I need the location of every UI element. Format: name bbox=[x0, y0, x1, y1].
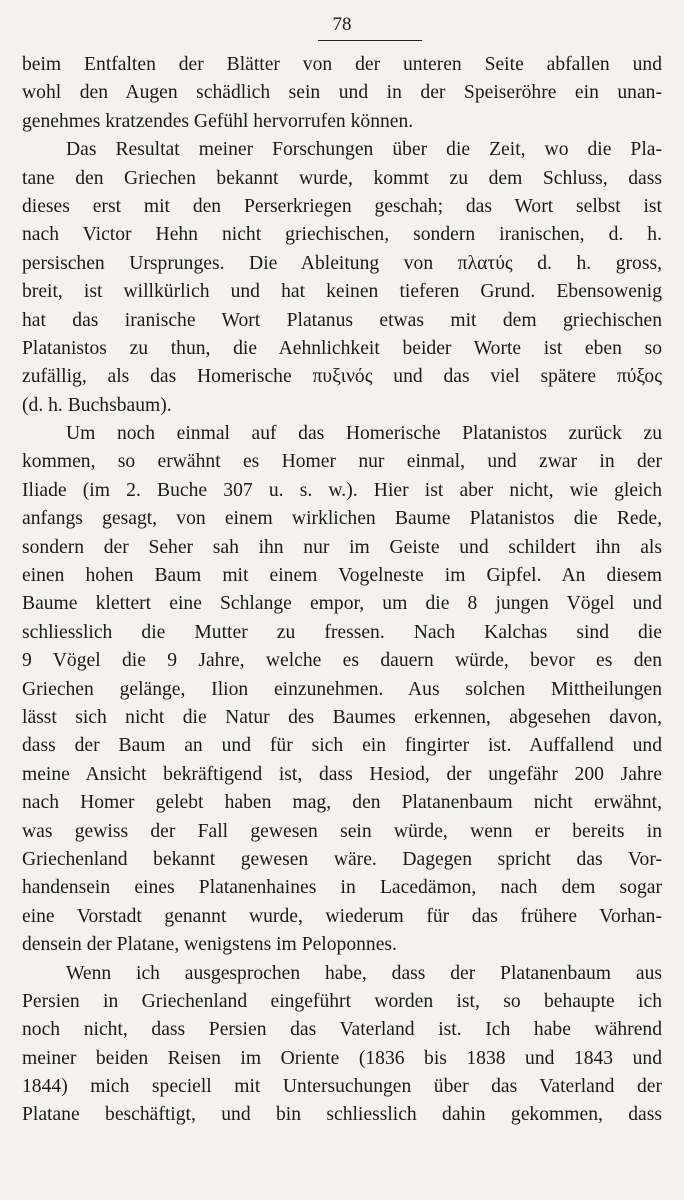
text-line: Das Resultat meiner Forschungen über die Zeit, wo die Pla- bbox=[66, 139, 662, 161]
text-line: Wenn ich ausgesprochen habe, dass der Platanenbaum aus bbox=[66, 962, 662, 984]
text-line: persischen Ursprunges. Die Ableitung von πλατύς d. h. gross, bbox=[22, 252, 662, 274]
text-line: (d. h. Buchsbaum). bbox=[22, 394, 172, 416]
text-line: wohl den Augen schädlich sein und in der Speiseröhre ein unan- bbox=[22, 82, 662, 104]
text-line: genehmes kratzendes Gefühl hervorrufen können. bbox=[22, 110, 414, 132]
text-line: sondern der Seher sah ihn nur im Geiste und schildert ihn als bbox=[22, 536, 662, 558]
text-line: schliesslich die Mutter zu fressen. Nach Kalchas sind die bbox=[22, 621, 662, 643]
text-line: Griechenland bekannt gewesen wäre. Dagegen spricht das Vor- bbox=[22, 848, 662, 870]
text-line: kommen, so erwähnt es Homer nur einmal, und zwar in der bbox=[22, 451, 662, 473]
text-line: dieses erst mit den Perserkriegen geschah; das Wort selbst ist bbox=[22, 195, 662, 217]
text-line: meiner beiden Reisen im Oriente (1836 bis 1838 und 1843 und bbox=[22, 1047, 662, 1069]
paragraph bbox=[22, 420, 662, 959]
text-line: Baume klettert eine Schlange empor, um die 8 jungen Vögel und bbox=[22, 593, 662, 615]
text-line: tane den Griechen bekannt wurde, kommt zu dem Schluss, dass bbox=[22, 167, 662, 189]
text-line: meine Ansicht bekräftigend ist, dass Hesiod, der ungefähr 200 Jahre bbox=[22, 763, 662, 785]
text-line: nach Victor Hehn nicht griechischen, sondern iranischen, d. h. bbox=[22, 224, 662, 246]
text-line: breit, ist willkürlich und hat keinen tieferen Grund. Ebensowenig bbox=[22, 281, 662, 303]
text-line: Um noch einmal auf das Homerische Platanistos zurück zu bbox=[66, 423, 662, 445]
text-line: Iliade (im 2. Buche 307 u. s. w.). Hier ist aber nicht, wie gleich bbox=[22, 479, 662, 501]
text-line: Platanistos zu thun, die Aehnlichkeit beider Worte ist eben so bbox=[22, 337, 662, 359]
text-line: Persien in Griechenland eingeführt worden ist, so behaupte ich bbox=[22, 990, 662, 1012]
text-line: dass der Baum an und für sich ein fingirter ist. Auffallend und bbox=[22, 735, 662, 757]
text-line: hat das iranische Wort Platanus etwas mit dem griechischen bbox=[22, 309, 662, 331]
text-line: anfangs gesagt, von einem wirklichen Baume Platanistos die Rede, bbox=[22, 508, 662, 530]
text-line: noch nicht, dass Persien das Vaterland ist. Ich habe während bbox=[22, 1019, 662, 1041]
text-line: was gewiss der Fall gewesen sein würde, wenn er bereits in bbox=[22, 820, 662, 842]
text-line: Griechen gelänge, Ilion einzunehmen. Aus solchen Mittheilungen bbox=[22, 678, 662, 700]
text-line: handensein eines Platanenhaines in Lacedämon, nach dem sogar bbox=[22, 877, 662, 899]
page-number: 78 bbox=[332, 14, 352, 35]
paragraph bbox=[22, 51, 662, 136]
paragraph bbox=[22, 960, 662, 1130]
text-line: nach Homer gelebt haben mag, den Platanenbaum nicht erwähnt, bbox=[22, 792, 662, 814]
text-line: beim Entfalten der Blätter von der unteren Seite abfallen und bbox=[22, 54, 662, 75]
body-text bbox=[22, 51, 662, 1130]
text-line: 1844) mich speciell mit Untersuchungen über das Vaterland der bbox=[22, 1076, 662, 1098]
text-line: 9 Vögel die 9 Jahre, welche es dauern würde, bevor es den bbox=[22, 650, 662, 672]
text-line: zufällig, als das Homerische πυξινός und das viel spätere πύξος bbox=[22, 366, 662, 388]
text-line: einen hohen Baum mit einem Vogelneste im Gipfel. An diesem bbox=[22, 565, 662, 587]
text-line: densein der Platane, wenigstens im Peloponnes. bbox=[22, 934, 397, 956]
text-line: Platane beschäftigt, und bin schliesslich dahin gekommen, dass bbox=[22, 1104, 662, 1126]
text-line: eine Vorstadt genannt wurde, wiederum für das frühere Vorhan- bbox=[22, 905, 662, 927]
paragraph bbox=[22, 136, 662, 420]
page-number-rule bbox=[318, 40, 422, 41]
text-line: lässt sich nicht die Natur des Baumes erkennen, abgesehen davon, bbox=[22, 706, 662, 728]
